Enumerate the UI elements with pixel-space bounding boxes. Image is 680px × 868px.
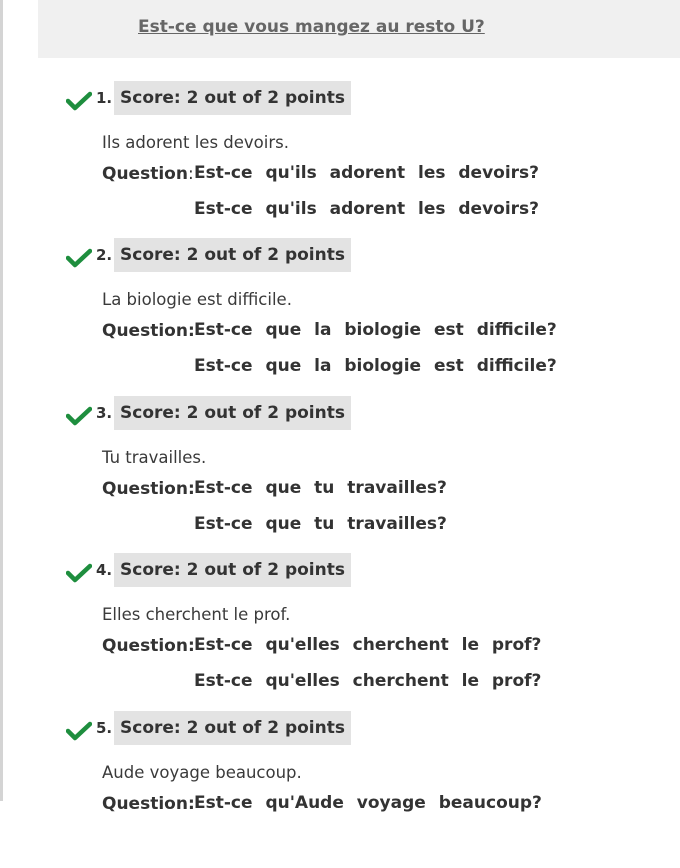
question-header-banner — [38, 0, 680, 58]
scored-item — [0, 396, 680, 553]
question-label: Question: — [102, 321, 195, 341]
question-title-link[interactable]: Est-ce que vous mangez au resto U? — [138, 17, 485, 37]
student-answer: Est-ce que la biologie est difficile? — [194, 320, 557, 340]
question-label: Question: — [102, 479, 195, 499]
prompt-sentence: Tu travailles. — [102, 448, 207, 467]
item-number: 5. — [96, 719, 113, 737]
checkmark-icon — [66, 406, 92, 426]
item-number: 2. — [96, 246, 113, 264]
correct-answer: Est-ce qu'elles cherchent le prof? — [194, 671, 542, 691]
question-label: Question: — [102, 794, 195, 814]
question-label: Question: — [102, 636, 195, 656]
student-answer: Est-ce qu'elles cherchent le prof? — [194, 635, 542, 655]
prompt-sentence: Elles cherchent le prof. — [102, 605, 291, 624]
checkmark-icon — [66, 91, 92, 111]
correct-answer: Est-ce que la biologie est difficile? — [194, 356, 557, 376]
checkmark-icon — [66, 721, 92, 741]
checkmark-icon — [66, 563, 92, 583]
score-badge: Score: 2 out of 2 points — [114, 553, 351, 587]
student-answer: Est-ce qu'ils adorent les devoirs? — [194, 163, 540, 183]
scored-item — [0, 81, 680, 238]
score-badge: Score: 2 out of 2 points — [114, 711, 351, 745]
scored-item — [0, 711, 680, 868]
prompt-sentence: Ils adorent les devoirs. — [102, 133, 289, 152]
correct-answer: Est-ce que tu travailles? — [194, 514, 447, 534]
item-number: 4. — [96, 561, 113, 579]
checkmark-icon — [66, 248, 92, 268]
correct-answer: Est-ce qu'ils adorent les devoirs? — [194, 199, 540, 219]
prompt-sentence: Aude voyage beaucoup. — [102, 763, 302, 782]
scored-item — [0, 238, 680, 395]
item-number: 1. — [96, 89, 113, 107]
question-label: Question: — [102, 164, 194, 184]
prompt-sentence: La biologie est difficile. — [102, 290, 292, 309]
score-badge: Score: 2 out of 2 points — [114, 81, 351, 115]
score-badge: Score: 2 out of 2 points — [114, 396, 351, 430]
student-answer: Est-ce qu'Aude voyage beaucoup? — [194, 793, 542, 813]
student-answer: Est-ce que tu travailles? — [194, 478, 447, 498]
item-number: 3. — [96, 404, 113, 422]
score-badge: Score: 2 out of 2 points — [114, 238, 351, 272]
scored-item — [0, 553, 680, 710]
